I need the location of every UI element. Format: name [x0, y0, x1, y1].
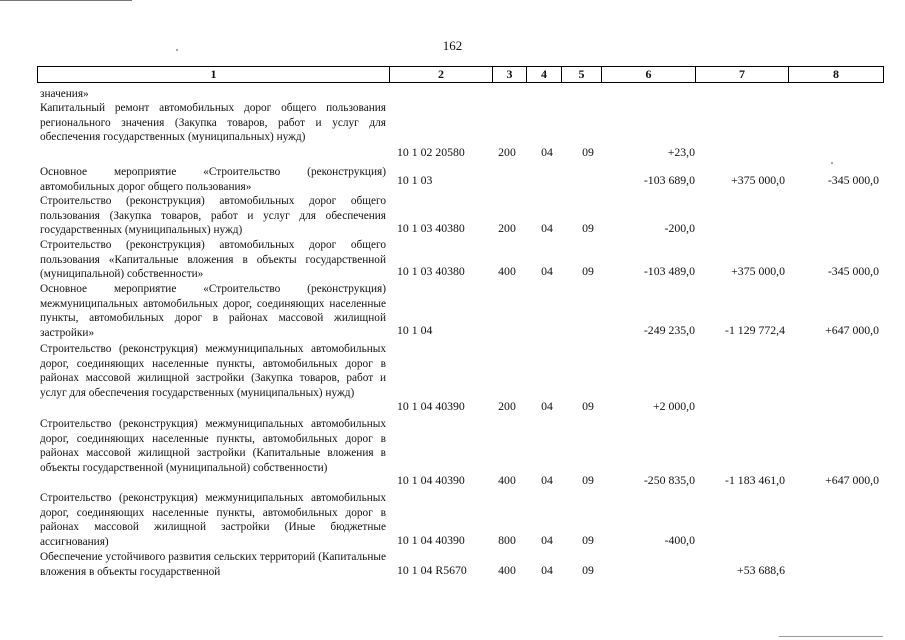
budget-code: 10 1 03 40380 [397, 264, 465, 278]
subsection: 09 [582, 533, 594, 547]
header-col-4: 4 [527, 67, 562, 82]
row-description: значения» [40, 88, 89, 100]
expense-type: 400 [498, 473, 516, 487]
header-col-2: 2 [390, 67, 493, 82]
section: 04 [541, 563, 553, 577]
page-number: 162 [442, 38, 463, 53]
amount-change-1: +23,0 [667, 145, 695, 159]
header-col-3: 3 [493, 67, 527, 82]
row-description: Обеспечение устойчивого развития сельских территорий (Капитальные вложения в объекты государственной [40, 551, 386, 578]
subsection: 09 [582, 399, 594, 413]
expense-type: 200 [498, 145, 516, 159]
header-col-7: 7 [696, 67, 789, 82]
expense-type: 200 [498, 399, 516, 413]
section: 04 [541, 264, 553, 278]
header-col-6: 6 [602, 67, 696, 82]
section: 04 [541, 399, 553, 413]
amount-change-3: +647 000,0 [825, 473, 879, 487]
subsection: 09 [582, 145, 594, 159]
budget-code: 10 1 02 20580 [397, 145, 465, 159]
row-description: Строительство (реконструкция) межмуниципальных автомобильных дорог, соединяющих населенные пункты, автомобильных дорог в районах массовой жилищной застройки (Закупка товаров, работ и услуг для обеспечения государственных (муниципальных) нужд) [40, 343, 386, 399]
subsection: 09 [582, 563, 594, 577]
expense-type: 400 [498, 563, 516, 577]
amount-change-1: -249 235,0 [643, 323, 695, 337]
amount-change-1: -103 689,0 [643, 173, 695, 187]
amount-change-3: -345 000,0 [827, 173, 879, 187]
row-description: Строительство (реконструкция) автомобильных дорог общего пользования (Закупка товаров, работ и услуг для обеспечения государственных (муниципальных) нужд) [40, 195, 386, 236]
amount-change-2: -1 129 772,4 [725, 323, 785, 337]
row-description: Строительство (реконструкция) автомобильных дорог общего пользования «Капитальные вложения в объекты государственной (муниципальной) собственности» [40, 239, 386, 280]
amount-change-3: +647 000,0 [825, 323, 879, 337]
header-col-8: 8 [833, 67, 839, 81]
expense-type: 800 [498, 533, 516, 547]
amount-change-2: +375 000,0 [731, 264, 785, 278]
budget-code: 10 1 03 [397, 173, 433, 187]
budget-code: 10 1 04 R5670 [397, 563, 467, 577]
amount-change-1: -103 489,0 [643, 264, 695, 278]
amount-change-1: -250 835,0 [643, 473, 695, 487]
amount-change-2: +375 000,0 [731, 173, 785, 187]
header-col-5: 5 [562, 67, 602, 82]
section: 04 [541, 145, 553, 159]
subsection: 09 [582, 221, 594, 235]
amount-change-1: -400,0 [664, 533, 695, 547]
amount-change-2: -1 183 461,0 [725, 473, 785, 487]
expense-type: 200 [498, 221, 516, 235]
row-description: Основное мероприятие «Строительство (реконструкция) автомобильных дорог общего пользования» [40, 166, 386, 193]
amount-change-1: +2 000,0 [652, 399, 695, 413]
row-description: Строительство (реконструкция) межмуниципальных автомобильных дорог, соединяющих населенные пункты, автомобильных дорог в районах массовой жилищной застройки (Капитальные вложения в объекты государственной (муниципальной) собственности) [40, 418, 386, 474]
header-col-1: 1 [38, 67, 390, 82]
subsection: 09 [582, 473, 594, 487]
amount-change-3: -345 000,0 [827, 264, 879, 278]
budget-code: 10 1 04 40390 [397, 473, 465, 487]
amount-change-1: -200,0 [664, 221, 695, 235]
budget-code: 10 1 04 40390 [397, 533, 465, 547]
budget-code: 10 1 04 40390 [397, 399, 465, 413]
budget-code: 10 1 04 [397, 323, 433, 337]
section: 04 [541, 473, 553, 487]
section: 04 [541, 221, 553, 235]
expense-type: 400 [498, 264, 516, 278]
section: 04 [541, 533, 553, 547]
row-description: Основное мероприятие «Строительство (реконструкция) межмуниципальных автомобильных дорог, соединяющих населенные пункты, автомобильных дорог в районах массовой жилищной застройки» [40, 283, 386, 339]
bottom-rule [779, 636, 883, 637]
amount-change-2: +53 688,6 [737, 563, 785, 577]
budget-code: 10 1 03 40380 [397, 221, 465, 235]
row-description: Капитальный ремонт автомобильных дорог общего пользования регионального значения (Закупка товаров, работ и услуг для обеспечения государственных (муниципальных) нужд) [40, 102, 386, 143]
subsection: 09 [582, 264, 594, 278]
row-description: Строительство (реконструкция) межмуниципальных автомобильных дорог, соединяющих населенные пункты, автомобильных дорог в районах массовой жилищной застройки (Иные бюджетные ассигнования) [40, 492, 386, 548]
